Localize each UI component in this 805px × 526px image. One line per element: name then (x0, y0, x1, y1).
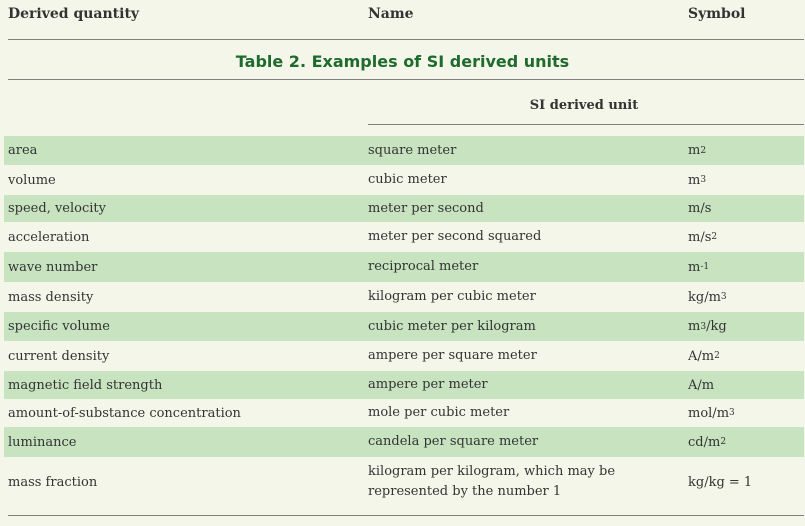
table-row (4, 312, 804, 341)
quantity-cell: area (8, 143, 38, 158)
table-row (4, 457, 804, 507)
unit-name-cell: cubic meter (368, 172, 447, 187)
unit-name-cell: meter per second (368, 200, 484, 216)
quantity-cell: specific volume (8, 319, 110, 334)
unit-symbol-cell: m/s (688, 201, 712, 216)
unit-symbol-cell: m 3 /kg (688, 319, 727, 334)
header-rule (8, 39, 804, 40)
table-title: Table 2. Examples of SI derived units (235, 52, 570, 71)
table-row (4, 399, 804, 427)
quantity-cell: acceleration (8, 229, 90, 245)
col-header-symbol: Symbol (688, 6, 746, 22)
si-derived-unit-heading: SI derived unit (529, 98, 639, 113)
unit-symbol-cell: kg/m 3 (688, 289, 727, 305)
unit-symbol-cell: m 3 (688, 172, 707, 188)
unit-name-cell: ampere per meter (368, 377, 488, 392)
unit-symbol-cell: kg/kg = 1 (688, 474, 753, 490)
quantity-cell: speed, velocity (8, 201, 106, 216)
table-row (4, 136, 804, 165)
unit-name-cell: square meter (368, 142, 457, 158)
quantity-cell: mass fraction (8, 474, 98, 490)
unit-symbol-cell: m -1 (688, 259, 710, 275)
table-row (4, 427, 804, 457)
col-header-derived-quantity: Derived quantity (8, 6, 140, 22)
quantity-cell: wave number (8, 259, 98, 275)
unit-symbol-cell: A/m (688, 377, 715, 393)
col-header-name: Name (368, 6, 414, 22)
table-row (4, 282, 804, 312)
table-row (4, 252, 804, 282)
unit-name-cell: kilogram per cubic meter (368, 289, 536, 304)
table-row (4, 165, 804, 195)
unit-symbol-cell: m/s 2 (688, 229, 718, 245)
quantity-cell: amount-of-substance concentration (8, 405, 241, 421)
unit-symbol-cell: m 2 (688, 143, 707, 158)
quantity-cell: luminance (8, 434, 77, 450)
unit-symbol-cell: mol/m 3 (688, 405, 735, 421)
units-table-body (4, 136, 804, 507)
unit-name-cell: reciprocal meter (368, 259, 479, 274)
unit-name-cell: ampere per square meter (368, 348, 537, 363)
bottom-rule (8, 515, 804, 516)
table-row (4, 341, 804, 371)
quantity-cell: volume (8, 172, 56, 188)
unit-symbol-cell: A/m 2 (688, 348, 720, 364)
quantity-cell: mass density (8, 289, 94, 305)
quantity-cell: magnetic field strength (8, 377, 163, 393)
unit-name-cell: cubic meter per kilogram (368, 318, 536, 334)
unit-name-cell: kilogram per kilogram, which may be represented by the number 1 (368, 464, 616, 499)
title-rule (8, 79, 804, 80)
unit-symbol-cell: cd/m 2 (688, 434, 727, 450)
unit-name-cell: meter per second squared (368, 229, 542, 244)
quantity-cell: current density (8, 348, 110, 364)
unit-name-cell: candela per square meter (368, 434, 539, 449)
subheader-rule (368, 124, 804, 125)
table-row (4, 222, 804, 252)
table-row (4, 371, 804, 399)
unit-name-cell: mole per cubic meter (368, 405, 510, 420)
table-row (4, 195, 804, 222)
